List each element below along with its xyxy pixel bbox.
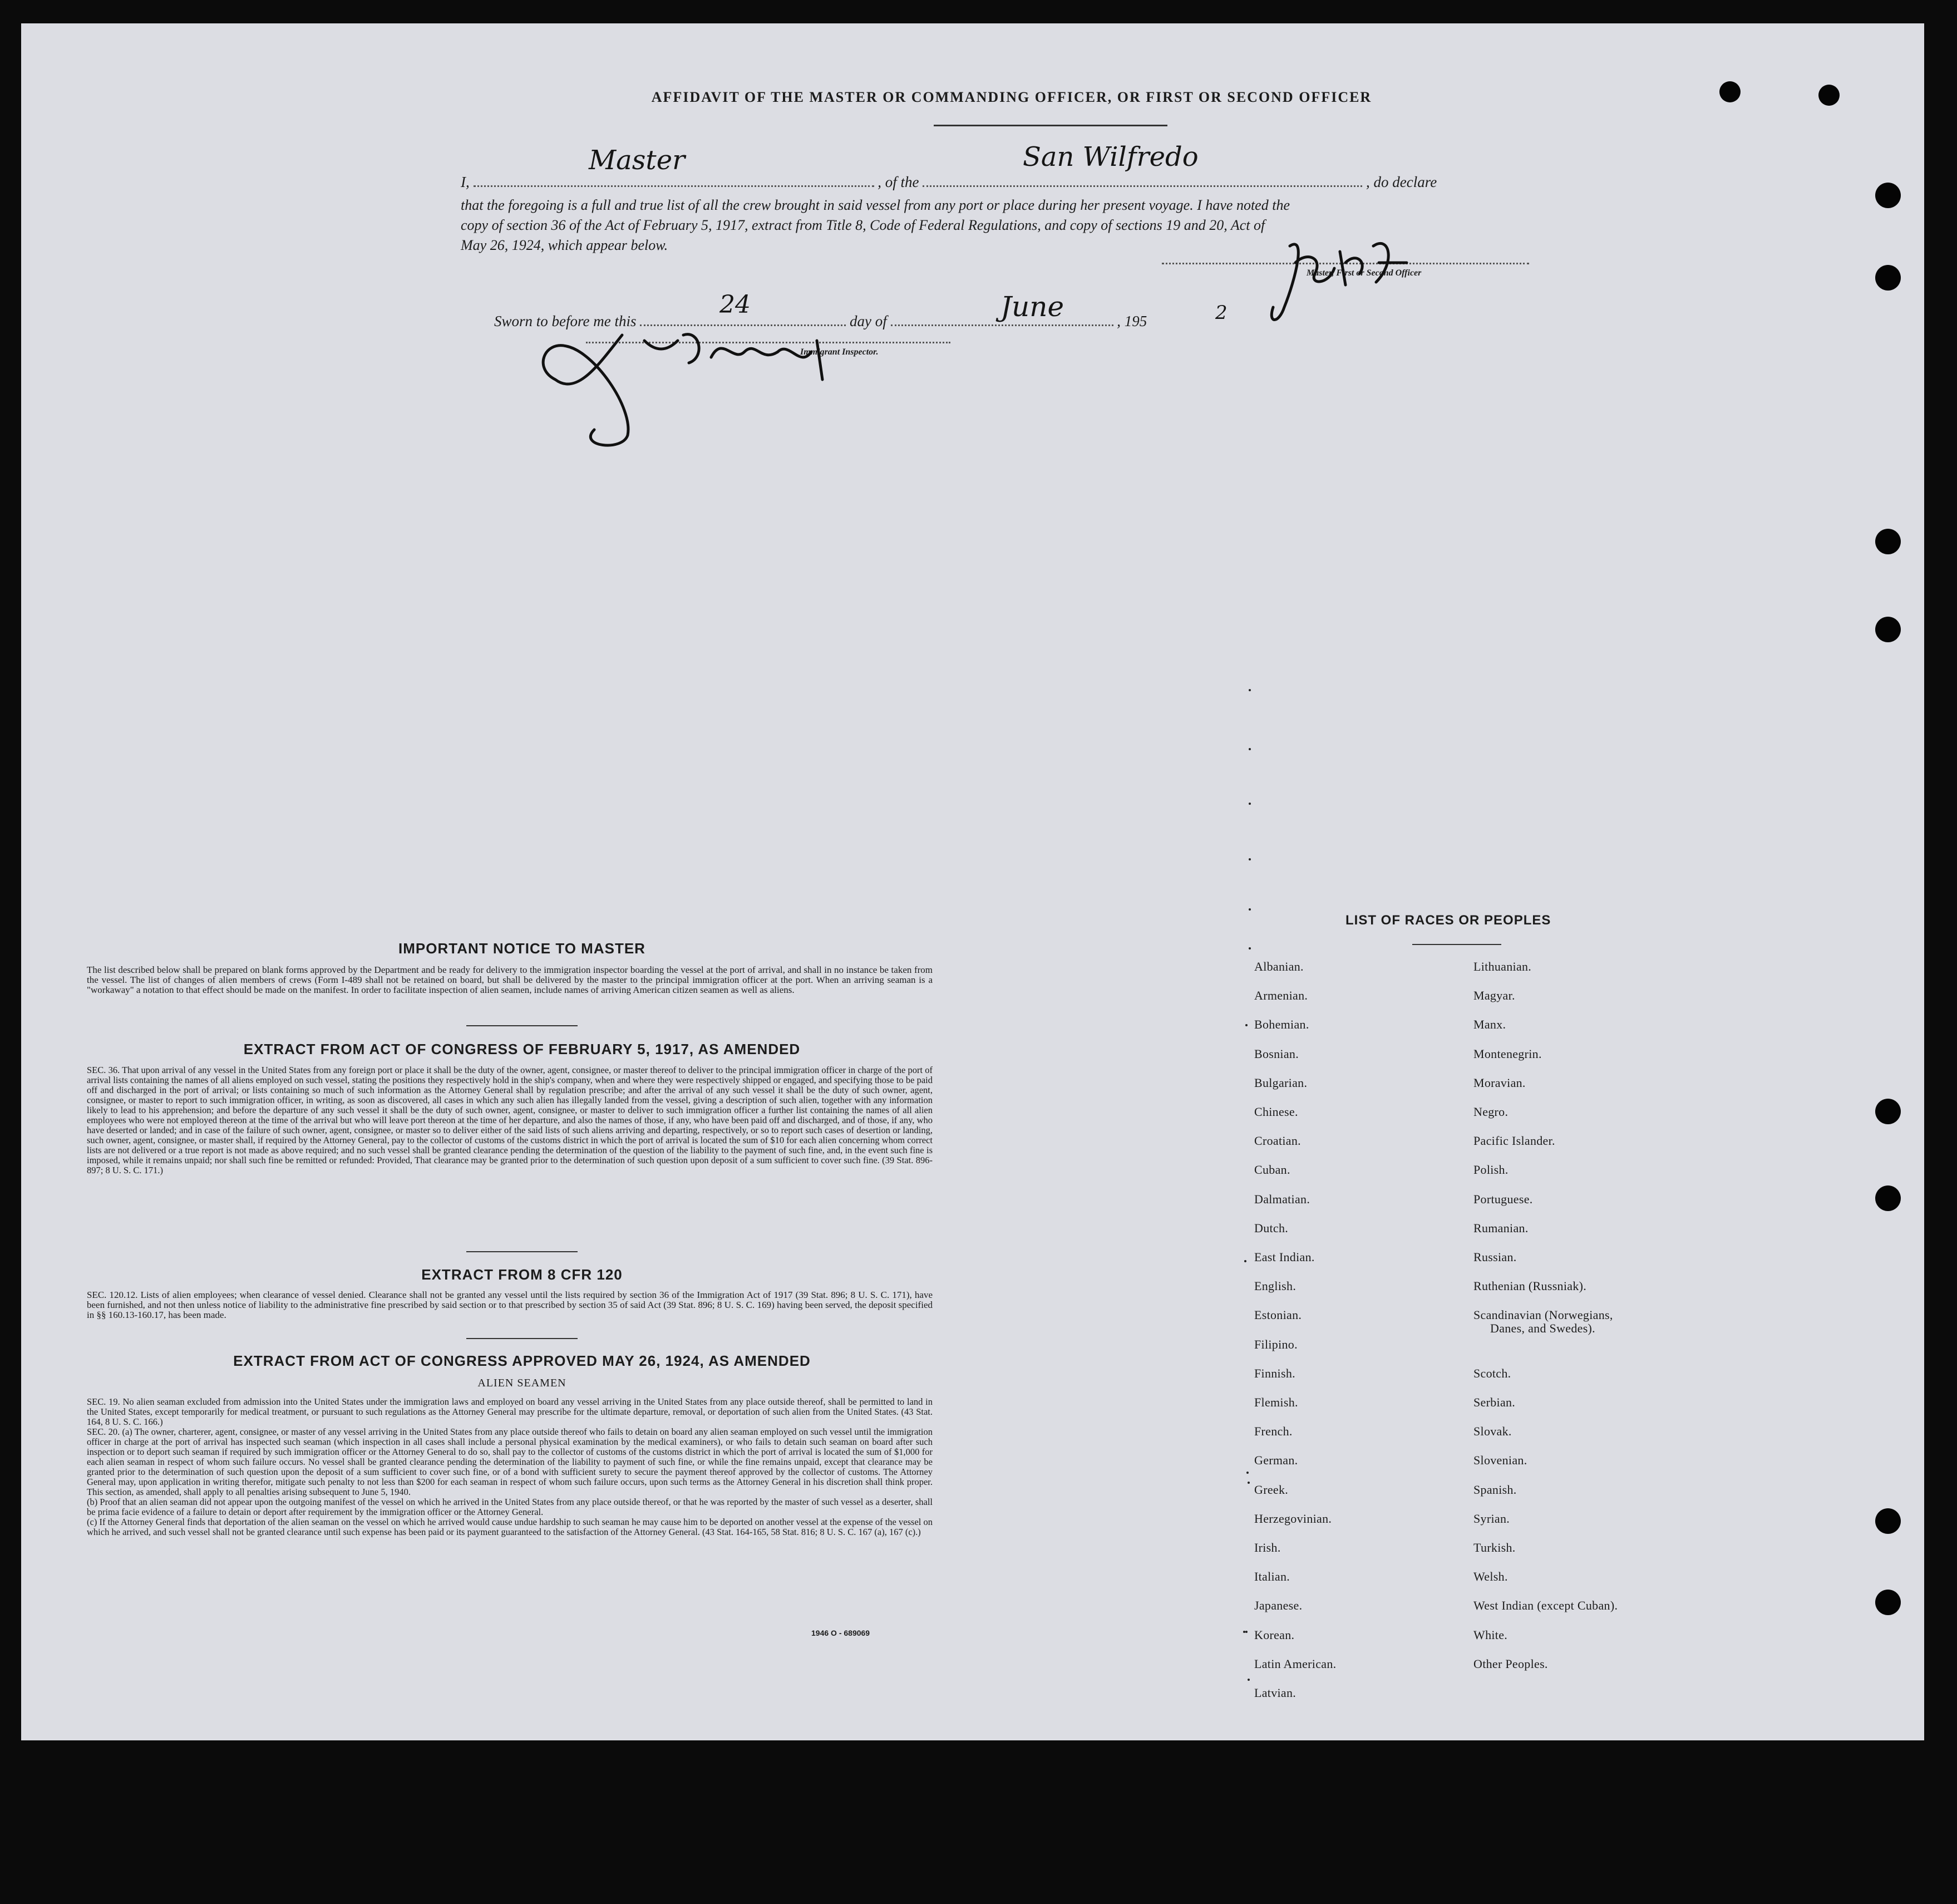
speck <box>1248 1679 1250 1681</box>
sworn-label: Sworn to before me this <box>494 313 637 329</box>
race-item: Croatian. <box>1254 1134 1301 1148</box>
race-item: Polish. <box>1473 1163 1509 1177</box>
punch-hole <box>1875 617 1901 642</box>
overline <box>934 125 1167 126</box>
speck <box>1249 803 1251 805</box>
race-item: Korean. <box>1254 1627 1295 1642</box>
race-item: Welsh. <box>1473 1570 1508 1584</box>
race-item: Slovenian. <box>1473 1453 1527 1468</box>
race-item: Rumanian. <box>1473 1221 1529 1235</box>
punch-hole <box>1875 1099 1901 1124</box>
form-sheet <box>21 23 1924 1740</box>
race-item: Albanian. <box>1254 960 1304 973</box>
extract-cfr-title: EXTRACT FROM 8 CFR 120 <box>421 1266 623 1283</box>
race-item: Moravian. <box>1473 1075 1526 1090</box>
divider <box>466 1025 578 1026</box>
race-item: White. <box>1473 1627 1508 1642</box>
notice-title: IMPORTANT NOTICE TO MASTER <box>398 940 645 957</box>
race-item: Lithuanian. <box>1473 960 1532 973</box>
race-item: Herzegovinian. <box>1254 1511 1332 1526</box>
speck <box>1249 748 1251 750</box>
officer-caption: Master, First or Second Officer <box>1307 268 1422 278</box>
race-item: Bulgarian. <box>1254 1075 1308 1090</box>
extract-1924-text <box>87 1397 933 1537</box>
extract-1917-text: SEC. 36. That upon arrival of any vessel in the United States from any foreign port or place it shall be the duty of the owner, agent, consignee, or master thereof to deliver to the principal immigration officer in charge of the port of arrival lists containing the names of all aliens employed on such vessel, stating the positions they respectively hold in the ship's company, when and where they were respectively shipped or engaged, and specifying those to be paid off and discharged in the port of arrival; or lists containing so much of such information as the Attorney General shall by regulation prescribe; and after the arrival of any such vessel it shall be the duty of such owner, agent, consignee, or master to report to such immigration officer, in writing, as soon as discovered, all cases in which any such alien has illegally landed from the vessel, giving a description of such alien, together with any information likely to lead to his apprehension; and before the departure of any such vessel it shall be the duty of such owner, agent, consignee, or master to deliver to such immigration officer a further list containing the names of all alien employees who were not employed thereon at the time of the arrival but who will leave port thereon at the time of her departure, and also the names of those, if any, who have been paid off and discharged, and of those, if any, who have deserted or landed; and in case of the failure of such owner, agent, consignee, or master so to deliver either of the said lists of such aliens arriving and departing, respectively, or so to report such cases of desertion or landing, such owner, agent, consignee, or master shall, if required by the Attorney General, pay to the collector of customs of the customs district in which the port of arrival is located the sum of $10 for each alien concerning whom correct lists are not delivered or a true report is not made as above required; and no such vessel shall be granted clearance pending the determination of the question of the liability to the payment of such fine, and, in the event such fine is imposed, while it remains unpaid; nor shall such fine be remitted or refunded: Provided, That clearance may be granted prior to the determination of such question upon deposit of a sum sufficient to cover such fine. (39 Stat. 896-897; 8 U. S. C. 171.) <box>87 1065 933 1175</box>
race-item: Scotch. <box>1473 1366 1511 1380</box>
extract-1924-title: EXTRACT FROM ACT OF CONGRESS APPROVED MAY 26, 1924, AS AMENDED <box>233 1352 811 1369</box>
race-item: Serbian. <box>1473 1395 1516 1409</box>
race-item-continuation: Danes, and Swedes). <box>1490 1321 1595 1336</box>
speck <box>1249 908 1251 911</box>
race-item: German. <box>1254 1453 1298 1468</box>
affidavit-line-3: copy of section 36 of the Act of February 5, 1917, extract from Title 8, Code of Federal Regulations, and copy of sections 19 and 20, Act of <box>461 217 1265 233</box>
of-the-label: , of the <box>878 174 919 190</box>
punch-hole <box>1875 1185 1901 1211</box>
do-declare-label: , do declare <box>1366 174 1437 190</box>
punch-hole <box>1818 85 1840 106</box>
race-item: Latin American. <box>1254 1656 1337 1671</box>
punch-hole <box>1875 1508 1901 1534</box>
race-item: Magyar. <box>1473 988 1515 1003</box>
race-item: Irish. <box>1254 1541 1281 1554</box>
divider <box>1412 944 1501 945</box>
race-item: Manx. <box>1473 1017 1506 1032</box>
race-item: Scandinavian (Norwegians, <box>1473 1308 1613 1322</box>
speck <box>1245 1631 1248 1633</box>
race-item: Armenian. <box>1254 988 1308 1003</box>
notice-text: The list described below shall be prepared on blank forms approved by the Department and be ready for delivery to the immigration inspector boarding the vessel at the port of arrival, and shall in no instance be taken from the vessel. The list of changes of alien members of crews (Form I-489 shall not be retained on board, but shall be delivered by the master to the principal immigration officer at the port. When an arriving seaman is a "workaway" a notation to that effect should be made on the manifest. In order to facilitate inspection of alien seamen, include names of arriving American citizen seamen as well as aliens. <box>87 965 933 995</box>
i-label: I, <box>461 174 470 190</box>
speck <box>1249 858 1251 860</box>
speck <box>1249 947 1251 949</box>
race-item: Slovak. <box>1473 1424 1512 1439</box>
punch-hole <box>1875 1590 1901 1615</box>
handwritten-officer-title: Master <box>589 145 686 176</box>
race-item: Italian. <box>1254 1570 1290 1584</box>
race-item: West Indian (except Cuban). <box>1473 1598 1618 1613</box>
speck <box>1249 689 1251 691</box>
race-item: Filipino. <box>1254 1337 1298 1351</box>
punch-hole <box>1875 265 1901 291</box>
race-item: Russian. <box>1473 1250 1517 1264</box>
race-item: Montenegrin. <box>1473 1046 1542 1061</box>
race-item: Estonian. <box>1254 1308 1302 1322</box>
race-item: Flemish. <box>1254 1395 1298 1409</box>
race-item: Finnish. <box>1254 1366 1295 1380</box>
affidavit-line-2: that the foregoing is a full and true list of all the crew brought in said vessel from any port or place during her present voyage. I have noted the <box>461 197 1290 213</box>
race-item: Syrian. <box>1473 1511 1510 1526</box>
race-item: Greek. <box>1254 1482 1289 1497</box>
race-item: Dalmatian. <box>1254 1192 1310 1206</box>
handwritten-month: June <box>1000 291 1064 323</box>
inspector-caption: Immigrant Inspector. <box>800 347 879 357</box>
handwritten-vessel-name: San Wilfredo <box>1023 141 1199 173</box>
race-item: English. <box>1254 1279 1297 1293</box>
sec-19-text: SEC. 19. No alien seaman excluded from admission into the United States under the immigration laws and employed on board any vessel arriving in the United States from any place outside thereof, shall be permitted to land in the United States, except temporarily for medical treatment, or pursuant to such regulations as the Attorney General may prescribe for the ultimate departure, removal, or deportation of such alien from the United States. (43 Stat. 164, 8 U. S. C. 166.) <box>87 1396 933 1427</box>
speck <box>1245 1024 1248 1026</box>
officer-signature <box>1262 229 1473 341</box>
extract-1917-title: EXTRACT FROM ACT OF CONGRESS OF FEBRUARY 5, 1917, AS AMENDED <box>243 1041 801 1057</box>
speck <box>1244 1260 1246 1262</box>
punch-hole <box>1719 81 1741 102</box>
speck <box>1246 1472 1249 1474</box>
day-of-label: day of <box>850 313 887 329</box>
race-item: Japanese. <box>1254 1598 1303 1613</box>
race-item: Chinese. <box>1254 1105 1298 1119</box>
race-item: Bohemian. <box>1254 1017 1309 1032</box>
race-item: Other Peoples. <box>1473 1656 1548 1671</box>
extract-cfr-text: SEC. 120.12. Lists of alien employees; when clearance of vessel denied. Clearance shall not be granted any vessel until the lists required by section 36 of the Immigration Act of 1917 (39 Stat. 896; 8 U. S. C. 171), have been furnished, and not then unless notice of liability to the administrative fine prescribed by said section or to that prescribed by section 35 of said Act (39 Stat. 896; 8 U. S. C. 169) having been served, the deposit specified in §§ 160.13-160.17, has been made. <box>87 1290 933 1320</box>
race-item: Ruthenian (Russniak). <box>1473 1279 1587 1293</box>
race-item: Spanish. <box>1473 1482 1517 1497</box>
affidavit-title: AFFIDAVIT OF THE MASTER OR COMMANDING OFFICER, OR FIRST OR SECOND OFFICER <box>651 89 1372 105</box>
year-prefix: , 195 <box>1117 313 1147 329</box>
print-code: 1946 O - 689069 <box>811 1629 870 1637</box>
race-item: East Indian. <box>1254 1250 1315 1264</box>
races-title: LIST OF RACES OR PEOPLES <box>1345 913 1551 928</box>
divider <box>466 1338 578 1339</box>
race-item: Pacific Islander. <box>1473 1134 1555 1148</box>
sec-20b-text: (b) Proof that an alien seaman did not appear upon the outgoing manifest of the vessel on which he arrived in the United States from any place outside thereof, or that he was reported by the master of such vessel as a deserter, shall be prima facie evidence of a failure to detain or deport after requirement by the immigration officer or the Attorney General. <box>87 1497 933 1517</box>
race-item: Latvian. <box>1254 1686 1297 1700</box>
race-item: French. <box>1254 1424 1293 1439</box>
alien-seamen-subtitle: ALIEN SEAMEN <box>477 1377 566 1389</box>
punch-hole <box>1875 183 1901 208</box>
race-item: Portuguese. <box>1473 1192 1533 1206</box>
inspector-signature <box>533 318 856 452</box>
race-item: Dutch. <box>1254 1221 1289 1235</box>
speck <box>1248 1482 1250 1484</box>
punch-hole <box>1875 529 1901 554</box>
race-item: Turkish. <box>1473 1541 1516 1554</box>
sec-20c-text: (c) If the Attorney General finds that deportation of the alien seaman on the vessel on which he arrived would cause undue hardship to such seaman he may cause him to be deported on another vessel at the expense of the vessel on which he arrived, and such vessel shall not be granted clearance until such expense has been paid or its payment guaranteed to the satisfaction of the Attorney General. (43 Stat. 164-165, 58 Stat. 816; 8 U. S. C. 167 (a), 167 (c).) <box>87 1517 933 1537</box>
race-item: Bosnian. <box>1254 1046 1299 1061</box>
affidavit-line-4: May 26, 1924, which appear below. <box>461 237 668 253</box>
handwritten-day: 24 <box>719 291 751 319</box>
handwritten-year-digit: 2 <box>1215 302 1228 324</box>
race-item: Negro. <box>1473 1105 1509 1119</box>
sec-20a-text: SEC. 20. (a) The owner, charterer, agent, consignee, or master of any vessel arriving in the United States from any place outside thereof who fails to detain on board any alien seaman employed on such vessel until the immigration officer in charge at the port of arrival has inspected such seaman (which inspection in all cases shall include a personal physical examination by the medical examiners), or who fails to detain such seaman on board after such inspection or to deport such seaman if required by such immigration officer or the Attorney General to do so, shall pay to the collector of customs of the customs district in which the port of arrival is located the sum of $1,000 for each alien seaman in respect of whom such failure occurs. No vessel shall be granted clearance pending the determination of the liability to payment of such fine, or while the fine remains unpaid, except that clearance may be granted prior to the determination of such question upon the deposit of a sum sufficient to cover such fine, or of a bond with sufficient surety to secure the payment thereof approved by the collector of customs. The Attorney General may, upon application in writing therefor, mitigate such penalty to not less than $200 for each seaman in respect of whom such failure occurs, upon such terms as the Attorney General in his discretion shall think proper. This section, as amended, shall apply to all penalties arising subsequent to June 5, 1940. <box>87 1426 933 1497</box>
race-item: Cuban. <box>1254 1163 1290 1177</box>
divider <box>466 1251 578 1252</box>
